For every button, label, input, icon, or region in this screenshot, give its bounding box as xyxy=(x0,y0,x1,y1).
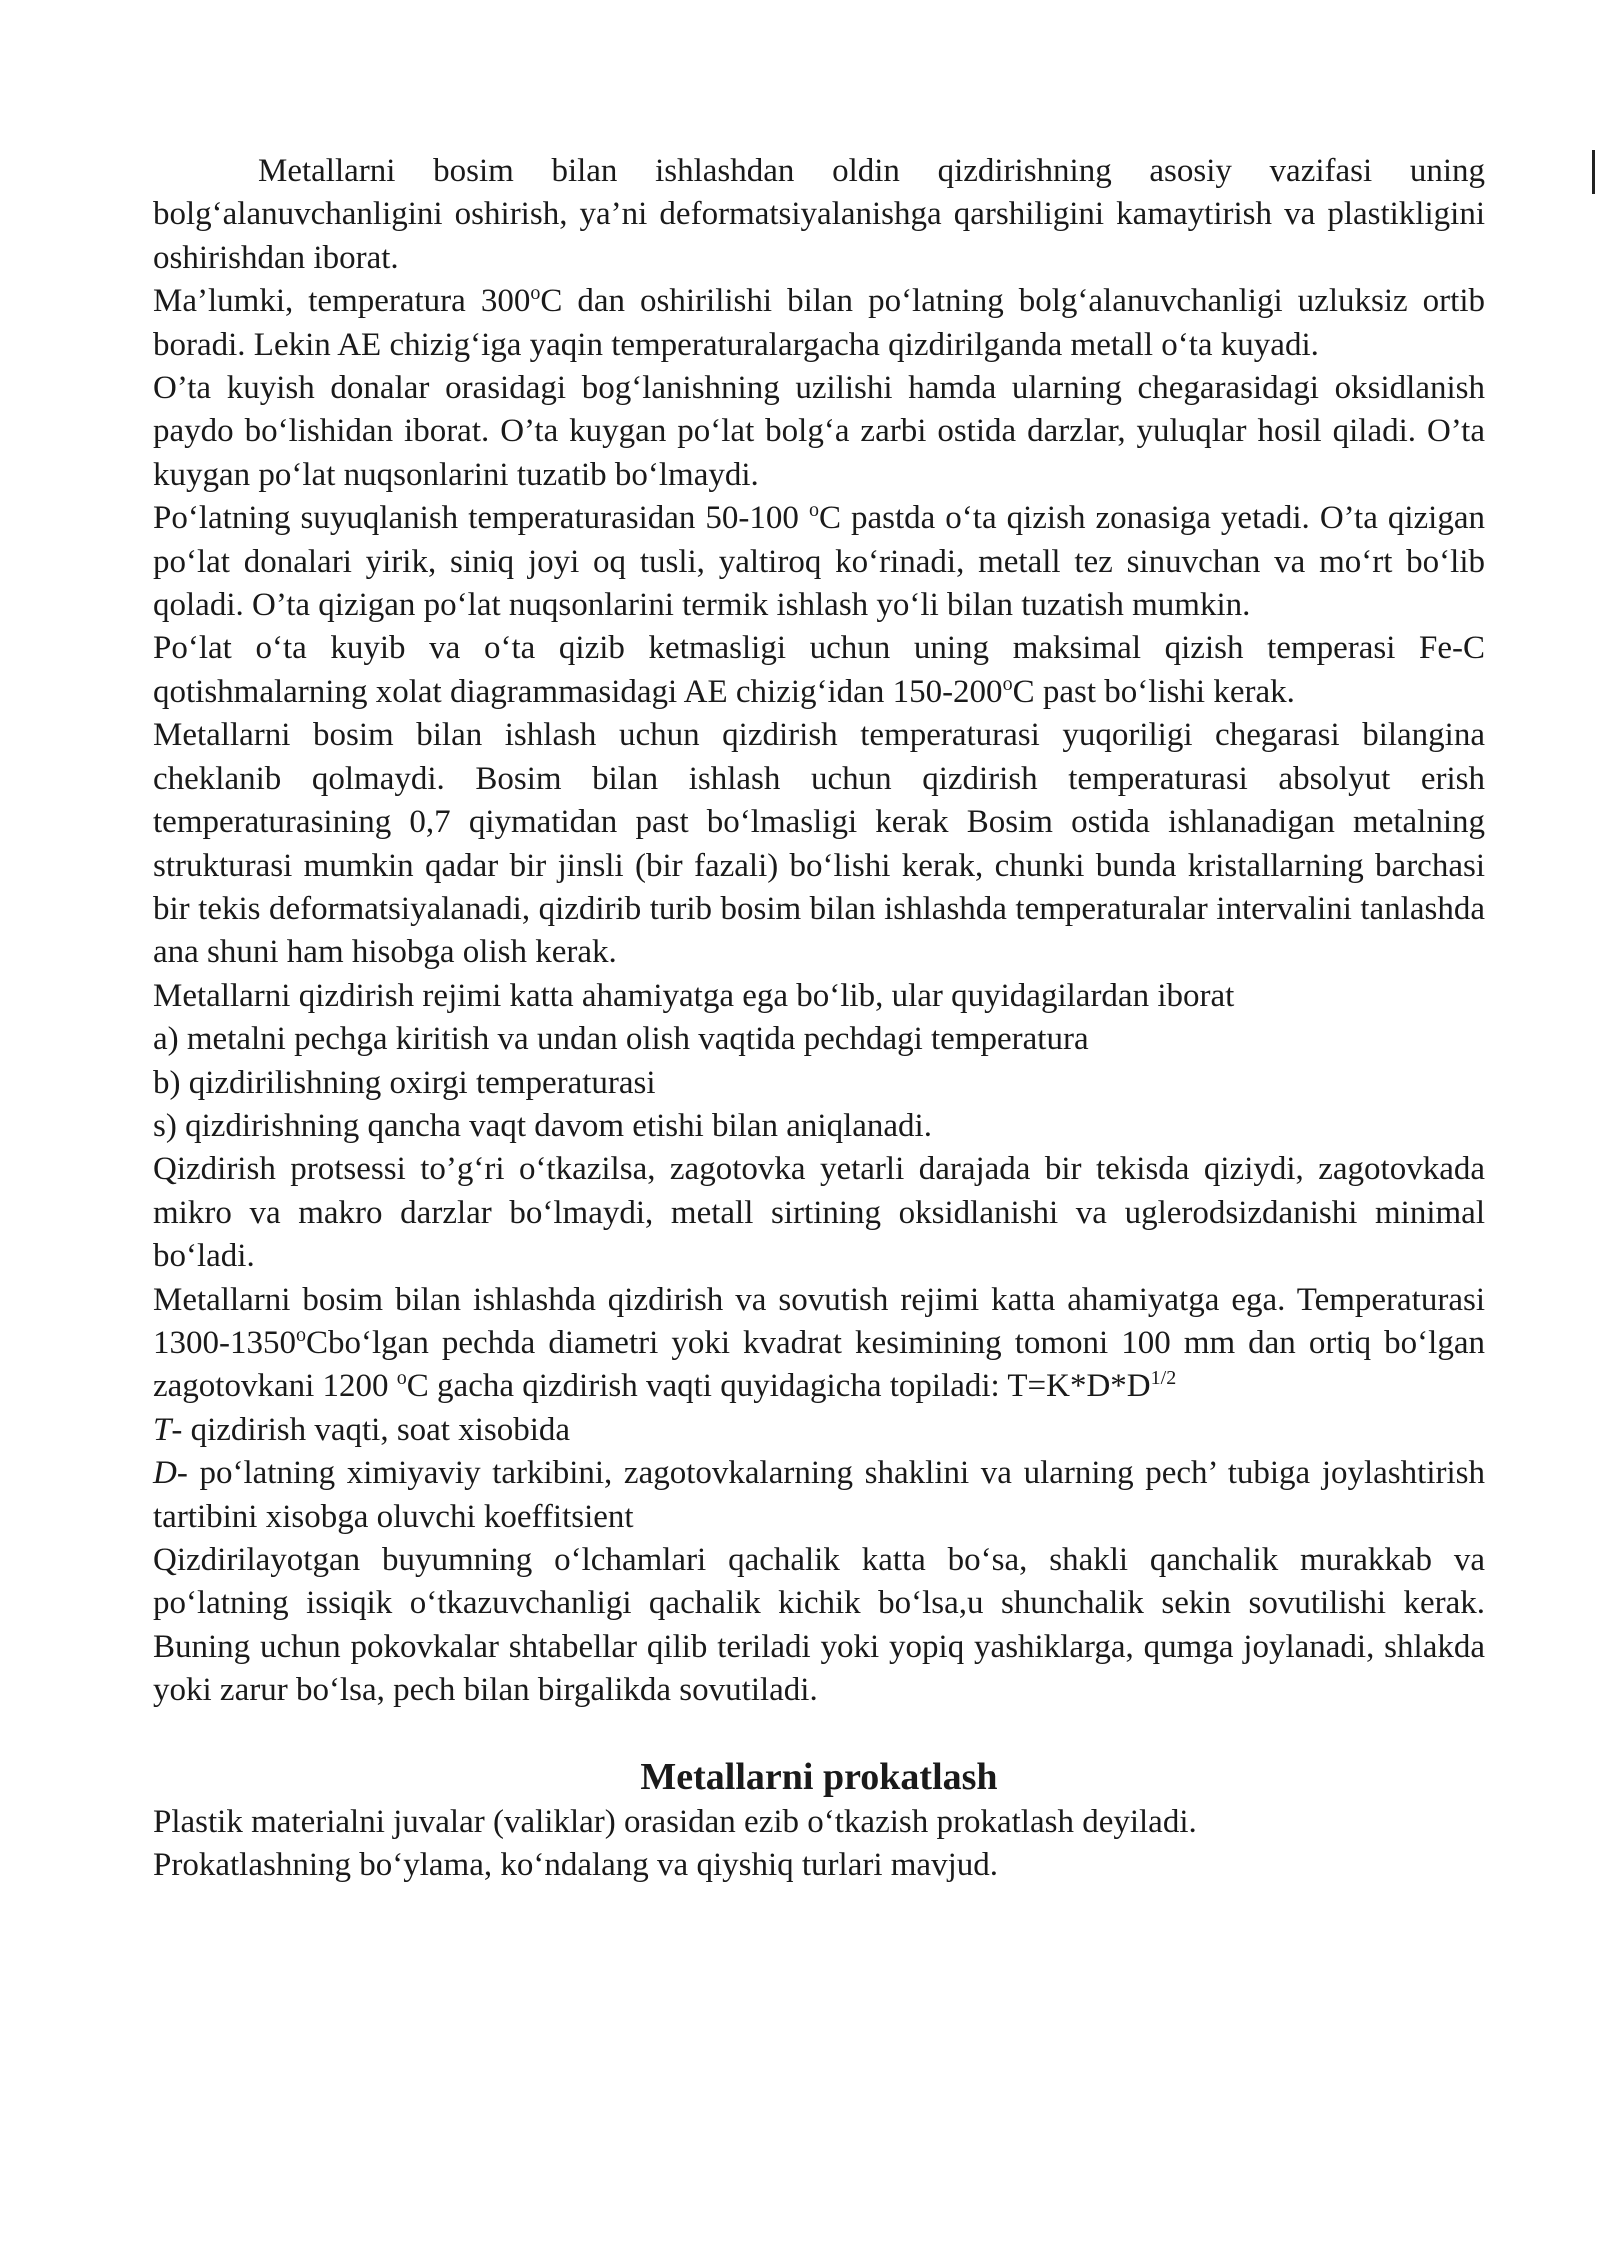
paragraph-temperature-limits: Metallarni bosim bilan ishlash uchun qizdirish temperaturasi yuqoriligi chegarasi bilangina cheklanib qolmaydi. Bosim bilan ishlash uchun qizdirish temperaturasi absolyut erish temperaturasining 0,7 qiymatidan past bo‘lmasligi kerak Bosim ostida ishlanadigan metalning strukturasi mumkin qadar bir jinsli (bir fazali) bo‘lishi kerak, chunki bunda kristallarning barchasi bir tekis deformatsiyalanadi, qizdirib turib bosim bilan ishlashda temperaturalar intervalini tanlashda ana shuni ham hisobga olish kerak. xyxy=(153,717,1485,971)
paragraph-rolling-types: Prokatlashning bo‘ylama, ko‘ndalang va qiyshiq turlari mavjud. xyxy=(153,1847,998,1884)
document-page xyxy=(153,150,1485,1887)
paragraph-overheating: Po‘latning suyuqlanish temperaturasidan 50-100 $^o$C pastda o‘ta qizish zonasiga yetadi. O’ta qizigan po‘lat donalari yirik, siniq joyi oq tusli, yaltiroq ko‘rinadi, metall tez sinuvchan va mo‘rt bo‘lib qoladi. O’ta qizigan po‘lat nuqsonlarini termik ishlash yo‘li bilan tuzatish mumkin. xyxy=(153,499,1486,624)
paragraph-cooling: Qizdirilayotgan buyumning o‘lchamlari qachalik katta bo‘sa, shakli qanchalik murakkab va po‘latning issiqik o‘tkazuvchanligi qachalik kichik bo‘lsa,u shunchalik sekin sovutilishi kerak. Buning uchun pokovkalar shtabellar qilib teriladi yoki yopiq yashiklarga, qumga joylanadi, shlakda yoki zarur bo‘lsa, pech bilan birgalikda sovutiladi. xyxy=(153,1542,1485,1709)
list-item-s: s) qizdirishning qancha vaqt davom etishi bilan aniqlanadi. xyxy=(153,1107,932,1144)
paragraph-max-temperature: Po‘lat o‘ta kuyib va o‘ta qizib ketmasligi uchun uning maksimal qizish temperasi Fe-C qotishmalarning xolat diagrammasidagi AE chizig‘idan 150-200$^o$C past bo‘lishi kerak. xyxy=(153,630,1485,710)
paragraph-heating-process: Qizdirish protsessi to’g‘ri o‘tkazilsa, zagotovka yetarli darajada bir tekisda qiziydi, zagotovkada mikro va makro darzlar bo‘lmaydi, metall sirtining oksidlanishi va uglerodsizdanishi minimal bo‘ladi. xyxy=(153,1151,1485,1275)
paragraph-heating-mode: Metallarni qizdirish rejimi katta ahamiyatga ega bo‘lib, ular quyidagilardan iborat xyxy=(153,977,1235,1014)
paragraph-heating-time-formula: Metallarni bosim bilan ishlashda qizdirish va sovutish rejimi katta ahamiyatga ega. Temperaturasi 1300-1350$^o$Cbo‘lgan pechda diametri yoki kvadrat kesimining tomoni 100 mm dan ortiq bo‘lgan zagotovkani 1200 $^o$C gacha qizdirish vaqti quyidagicha topiladi: $T=K*D*D^{1/2}$ xyxy=(153,1281,1485,1405)
list-item-b: b) qizdirilishning oxirgi temperaturasi xyxy=(153,1064,656,1101)
definition-t: T- qizdirish vaqti, soat xisobida xyxy=(153,1411,571,1448)
paragraph-overburning: O’ta kuyish donalar orasidagi bog‘lanishning uzilishi hamda ularning chegarasidagi oksidlanish paydo bo‘lishidan iborat. O’ta kuygan po‘lat bolg‘a zarbi ostida darzlar, yuluqlar hosil qiladi. O’ta kuygan po‘lat nuqsonlarini tuzatib bo‘lmaydi. xyxy=(153,370,1485,493)
paragraph-temperature-300: Ma’lumki, temperatura 300$^o$C dan oshirilishi bilan po‘latning bolg‘alanuvchanligi uzluksiz ortib boradi. Lekin AE chizig‘iga yaqin temperaturalargacha qizdirilganda metall o‘ta kuyadi. xyxy=(153,282,1485,363)
definition-d: D- po‘latning ximiyaviy tarkibini, zagotovkalarning shaklini va ularning pech’ tubiga joylashtirish tartibini xisobga oluvchi koeffitsient xyxy=(153,1455,1485,1535)
paragraph-rolling-definition: Plastik materialni juvalar (valiklar) orasidan ezib o‘tkazish prokatlash deyiladi. xyxy=(153,1803,1197,1840)
list-item-a: a) metalni pechga kiritish va undan olish vaqtida pechdagi temperatura xyxy=(153,1021,1089,1058)
paragraph-heating-purpose: Metallarni bosim bilan ishlashdan oldin qizdirishning asosiy vazifasi uning bolg‘alanuvchanligini oshirish, ya’ni deformatsiyalanishga qarshiligini kamaytirish va plastikligini oshirishdan iborat. xyxy=(153,153,1485,276)
page-edge-mark xyxy=(1592,150,1595,194)
section-heading-rolling: Metallarni prokatlash xyxy=(640,1755,998,1798)
